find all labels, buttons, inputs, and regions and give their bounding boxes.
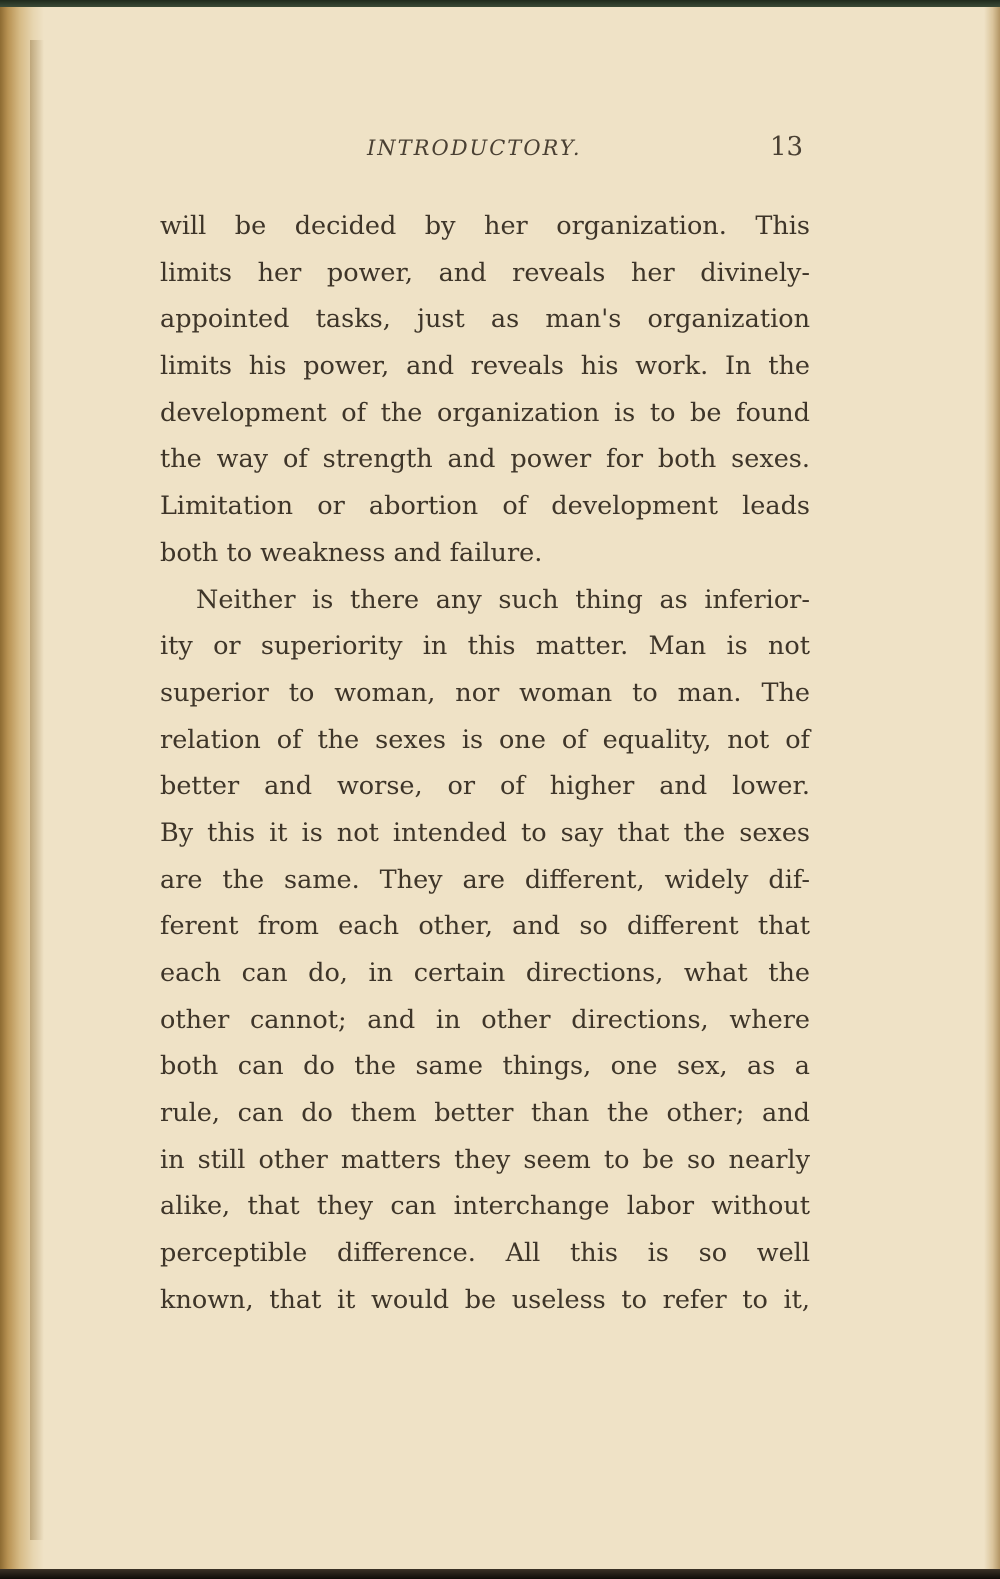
text-line: relation of the sexes is one of equality, not of [160, 724, 810, 755]
page-number: 13 [770, 132, 804, 162]
text-line: appointed tasks, just as man's organization [160, 304, 810, 335]
text-line: Neither is there any such thing as inferior- [196, 584, 810, 615]
text-line: ferent from each other, and so different that [160, 911, 810, 942]
text-line: each can do, in certain directions, what the [160, 958, 810, 988]
text-line: limits her power, and reveals her divinely- [160, 257, 810, 288]
gutter-shadow [30, 40, 44, 1540]
text-line: other cannot; and in other directions, where [160, 1004, 810, 1035]
running-head: INTRODUCTORY. [367, 136, 582, 160]
text-line: development of the organization is to be found [160, 397, 810, 428]
text-line: both to weakness and failure. [160, 537, 543, 568]
text-line: perceptible difference. All this is so well [160, 1238, 810, 1269]
text-line: alike, that they can interchange labor without [160, 1191, 810, 1222]
text-line: limits his power, and reveals his work. In the [160, 351, 810, 382]
page-right-edge [984, 7, 1000, 1569]
text-line: rule, can do them better than the other; and [160, 1098, 810, 1129]
text-line: both can do the same things, one sex, as a [160, 1051, 810, 1082]
text-line: will be decided by her organization. This [160, 211, 810, 241]
text-line: are the same. They are different, widely dif- [160, 864, 810, 895]
text-line: By this it is not intended to say that the sexes [160, 817, 810, 848]
text-line: in still other matters they seem to be so nearly [160, 1144, 810, 1175]
text-line: the way of strength and power for both sexes. [160, 444, 810, 475]
page-bottom-edge [0, 1569, 1000, 1579]
page-top-edge [0, 0, 1000, 7]
text-line: ity or superiority in this matter. Man is not [160, 631, 810, 662]
text-line: known, that it would be useless to refer to it, [160, 1284, 810, 1315]
text-line: Limitation or abortion of development leads [160, 491, 810, 522]
text-line: better and worse, or of higher and lower. [160, 771, 810, 802]
text-line: superior to woman, nor woman to man. The [160, 677, 810, 708]
body-text [160, 203, 810, 1324]
page-header [160, 124, 810, 174]
